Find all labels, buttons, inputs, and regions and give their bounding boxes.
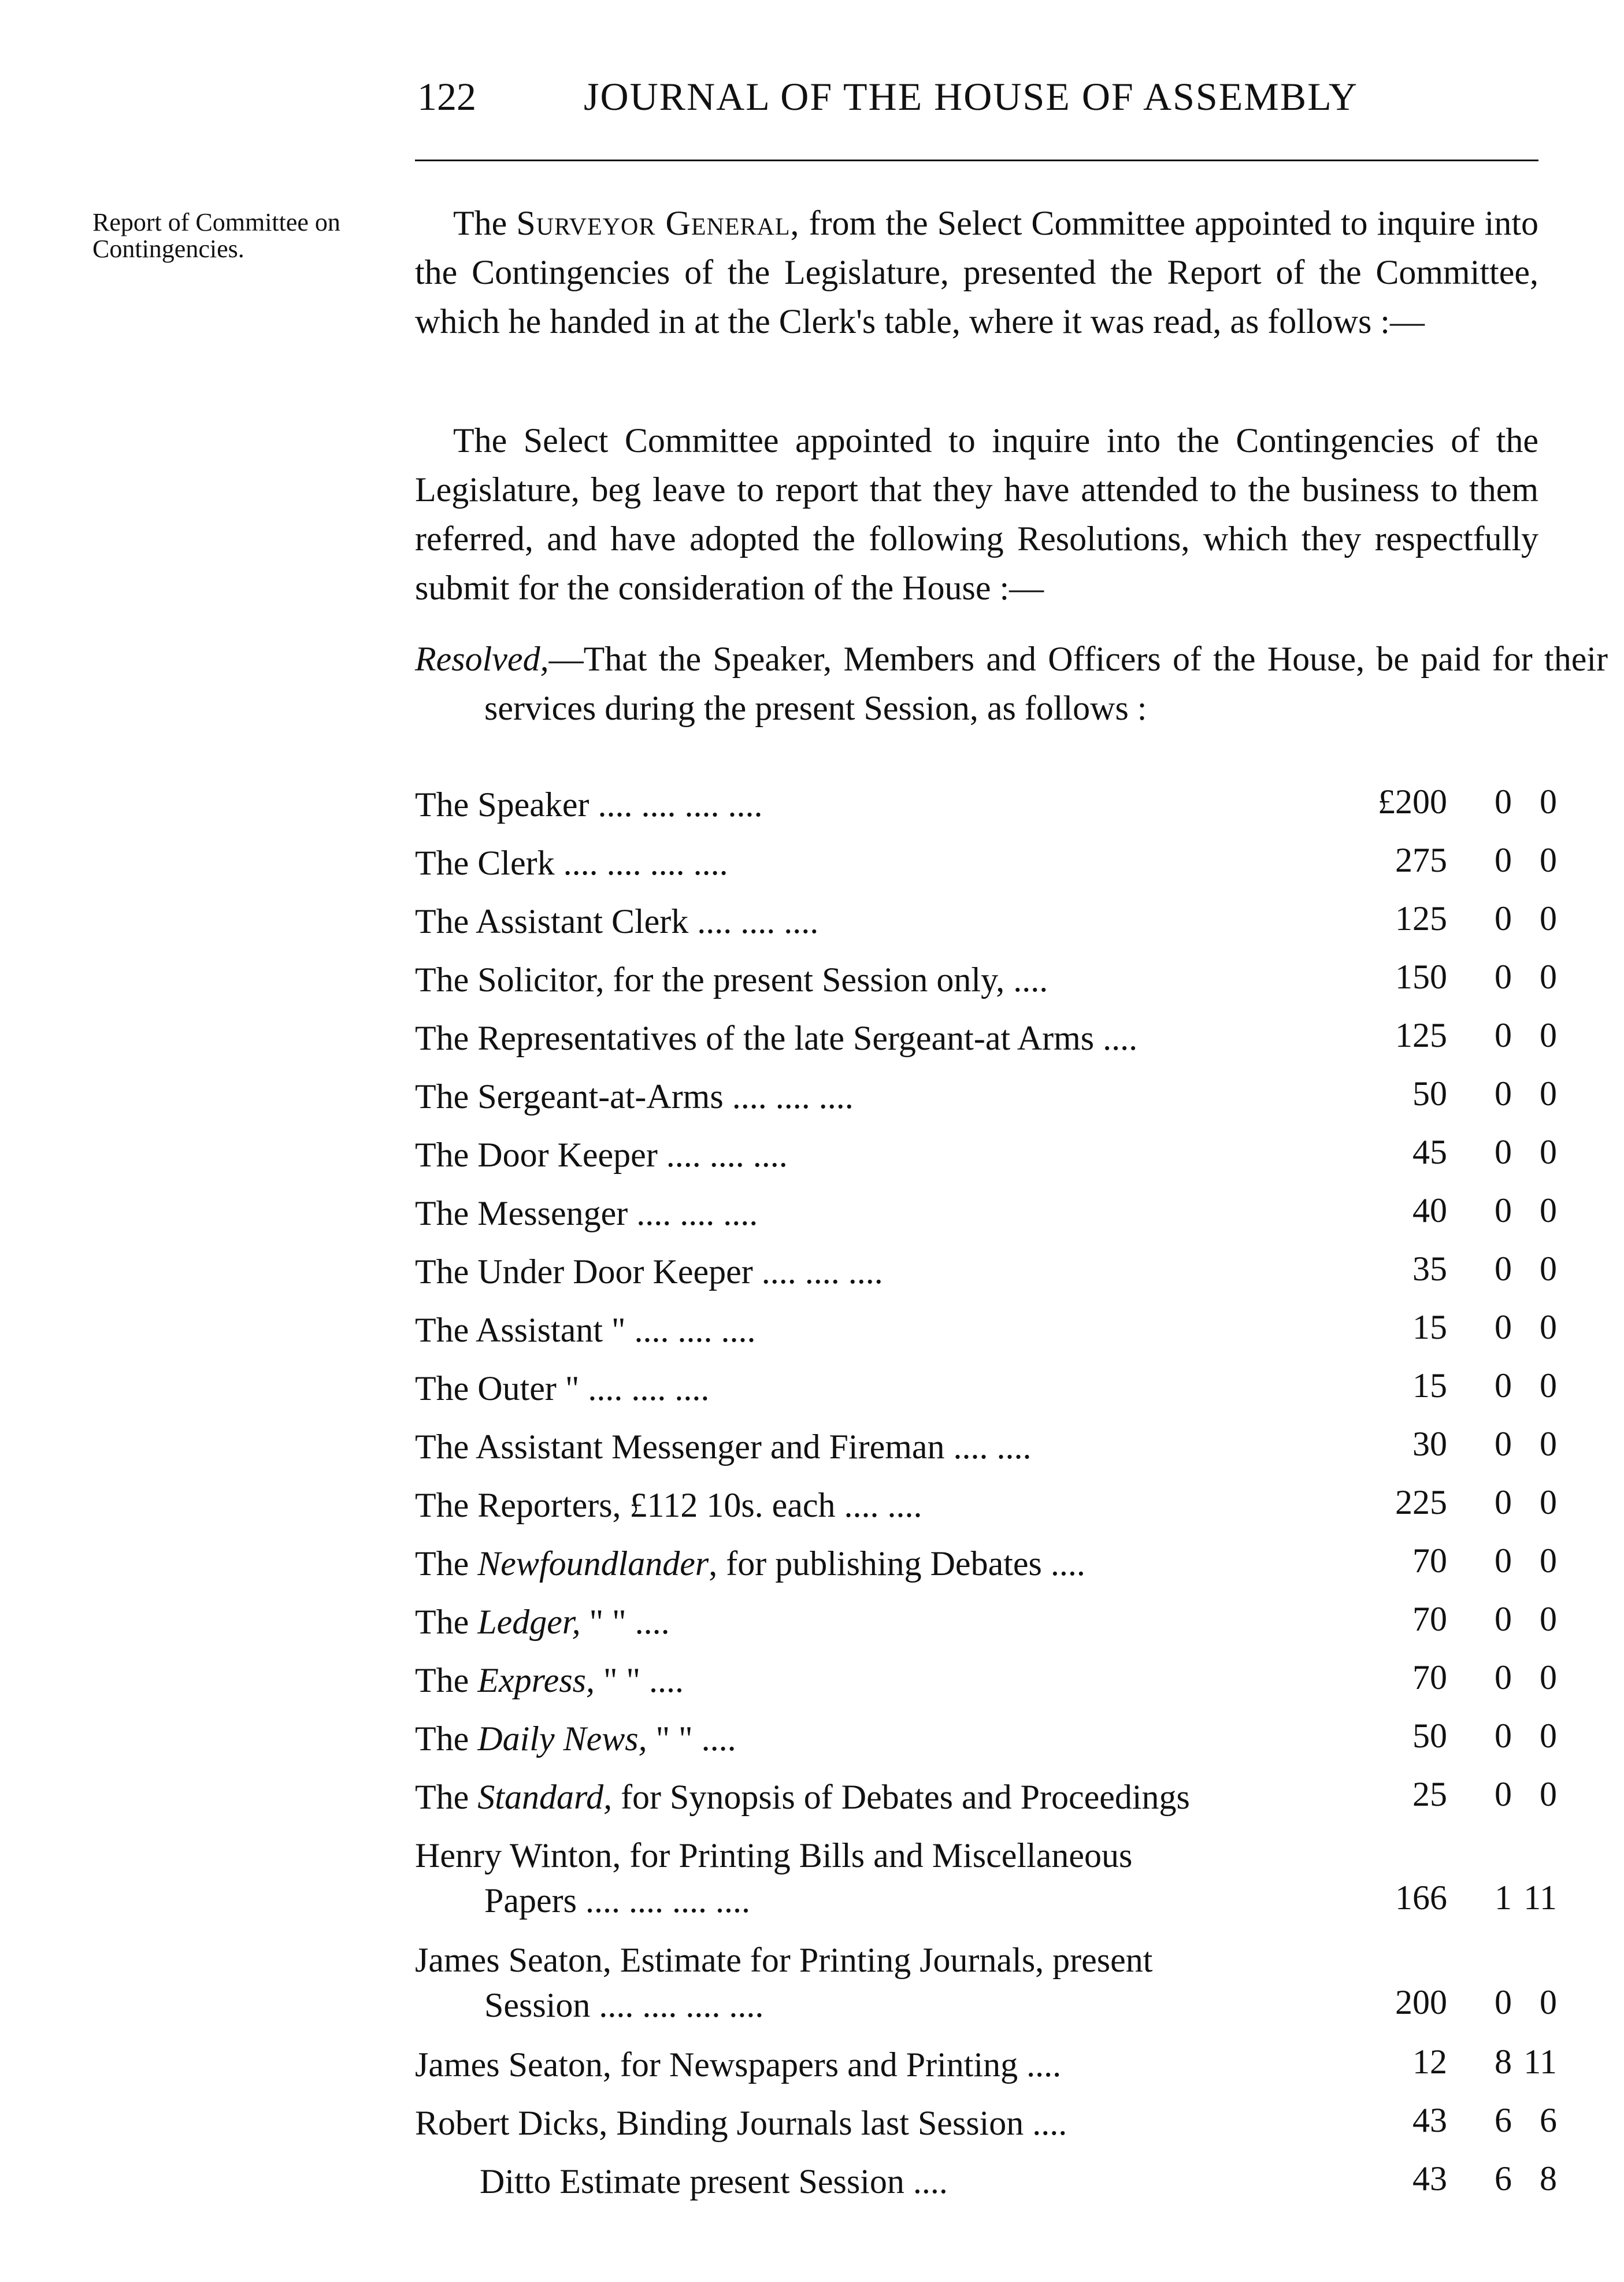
ledger-row: [415, 1934, 1562, 2039]
ledger-row: [415, 1421, 1562, 1479]
ledger-shillings: 8: [1495, 2043, 1512, 2081]
ledger-pounds: 70: [1412, 1542, 1447, 1580]
ledger-item: The Assistant Messenger and Fireman .... ....: [415, 1428, 1032, 1466]
ledger-pounds: 200: [1395, 1983, 1447, 2021]
item-suffix: " " ....: [589, 1603, 670, 1641]
ledger-item: [415, 1716, 1317, 1761]
margin-note: Report of Committee on Contingencies.: [92, 208, 340, 263]
ledger-shillings: 0: [1495, 1542, 1512, 1580]
ledger-item: [415, 1658, 1317, 1703]
ledger-pence: 0: [1540, 1308, 1557, 1346]
ledger-item: The Solicitor, for the present Session only, ....: [415, 961, 1048, 999]
ledger-pounds: 30: [1412, 1425, 1447, 1463]
resolution-text: —That the Speaker, Members and Officers of the House, be paid for their services during the present Session, as follows :: [484, 640, 1608, 727]
ledger-pence: 0: [1540, 1191, 1557, 1229]
ledger-row: [415, 2039, 1562, 2097]
ledger-shillings: 0: [1495, 1425, 1512, 1463]
ledger-pounds: 50: [1412, 1717, 1447, 1755]
ledger-pounds: 40: [1412, 1191, 1447, 1229]
ledger-item: The Messenger .... .... ....: [415, 1194, 758, 1232]
ledger-item: [415, 1599, 1317, 1644]
ledger-row: [415, 1771, 1562, 1829]
intro-paragraph: [415, 199, 1538, 346]
ledger-pence: 0: [1540, 783, 1557, 821]
ledger-pence: 0: [1540, 1075, 1557, 1113]
ledger-row: [415, 1012, 1562, 1070]
ledger-pence: 0: [1540, 1483, 1557, 1521]
report-paragraph: The Select Committee appointed to inquire into the Contingencies of the Legislature, beg leave to report that they have attended to the business to them referred, and have adopted the following Resolutions, which they respectfully submit for the consideration of the House :—: [415, 421, 1538, 607]
ledger-item: [415, 1833, 1317, 1923]
ledger-item: The Under Door Keeper .... .... ....: [415, 1253, 883, 1291]
resolved-label: Resolved,: [415, 640, 549, 678]
ledger-row: [415, 1538, 1562, 1596]
ledger-row: [415, 1070, 1562, 1129]
ledger-shillings: 0: [1495, 1250, 1512, 1288]
ledger-pounds: 125: [1395, 899, 1447, 938]
ledger-pounds: £200: [1378, 783, 1447, 821]
ledger-pence: 0: [1540, 1425, 1557, 1463]
ledger-pence: 0: [1540, 1600, 1557, 1638]
ledger-row: [415, 895, 1562, 954]
ledger-shillings: 6: [1495, 2159, 1512, 2198]
ledger-pence: 6: [1540, 2101, 1557, 2139]
ledger-pounds: 150: [1395, 958, 1447, 996]
ledger-pounds: 70: [1412, 1658, 1447, 1696]
item-prefix: The: [415, 1603, 469, 1641]
ledger-pence: 0: [1540, 1542, 1557, 1580]
ledger-pounds: 25: [1412, 1775, 1447, 1813]
ledger-pounds: 12: [1412, 2043, 1447, 2081]
ledger-shillings: 0: [1495, 1075, 1512, 1113]
ledger-row: [415, 1713, 1562, 1771]
item-suffix: " " ....: [603, 1661, 684, 1699]
ledger-pounds: 45: [1412, 1133, 1447, 1171]
ledger-row: [415, 1654, 1562, 1713]
ledger-shillings: 0: [1495, 1133, 1512, 1171]
ledger-pence: 8: [1540, 2159, 1557, 2198]
ledger-shillings: 0: [1495, 899, 1512, 938]
ledger-pence: 11: [1523, 2043, 1557, 2081]
ledger-item: The Assistant Clerk .... .... ....: [415, 902, 819, 940]
ledger-row: [415, 954, 1562, 1012]
ledger-row: [415, 1829, 1562, 1934]
item-suffix: " " ....: [655, 1720, 736, 1758]
ledger-pounds: 50: [1412, 1075, 1447, 1113]
ledger-shillings: 0: [1495, 1308, 1512, 1346]
ledger-pence: 0: [1540, 1983, 1557, 2021]
item-prefix: The: [415, 1778, 469, 1816]
ledger-shillings: 6: [1495, 2101, 1512, 2139]
ledger-pence: 0: [1540, 1717, 1557, 1755]
ledger-item: [415, 1775, 1317, 1820]
page-number: 122: [417, 75, 476, 118]
newspaper-name: Ledger,: [477, 1603, 581, 1641]
ledger-pounds: 70: [1412, 1600, 1447, 1638]
ledger-item: The Clerk .... .... .... ....: [415, 844, 728, 882]
item-line-2: Papers .... .... .... ....: [484, 1881, 750, 1920]
ledger-row: [415, 2155, 1562, 2214]
ledger-pence: 0: [1540, 1366, 1557, 1405]
ledger-item: The Speaker .... .... .... ....: [415, 786, 763, 824]
ledger-row: [415, 1596, 1562, 1654]
item-line-1: Henry Winton, for Printing Bills and Miscellaneous: [415, 1836, 1133, 1874]
intro-rest: from the Select Committee appointed to inquire into the Contingencies of the Legislature, presented the Report of the Committee, which he handed in at the Clerk's table, where it was read, as follows :—: [415, 204, 1539, 340]
ledger-pounds: 15: [1412, 1366, 1447, 1405]
item-suffix: for Synopsis of Debates and Proceedings: [621, 1778, 1190, 1816]
intro-lead: The: [453, 204, 507, 242]
ledger-row: [415, 779, 1562, 837]
ledger-item: The Assistant " .... .... ....: [415, 1311, 756, 1349]
ledger-shillings: 0: [1495, 1658, 1512, 1696]
ledger-pence: 0: [1540, 1658, 1557, 1696]
ledger-pounds: 43: [1412, 2101, 1447, 2139]
item-line-2: Session .... .... .... ....: [484, 1986, 764, 2024]
newspaper-name: Express,: [477, 1661, 595, 1699]
ledger-pence: 11: [1523, 1879, 1557, 1917]
header-rule: [415, 160, 1538, 161]
ledger-pounds: 15: [1412, 1308, 1447, 1346]
ledger-shillings: 1: [1495, 1879, 1512, 1917]
ledger-shillings: 0: [1495, 1717, 1512, 1755]
ledger-pence: 0: [1540, 899, 1557, 938]
running-head: JOURNAL OF THE HOUSE OF ASSEMBLY: [584, 75, 1358, 118]
ledger-pounds: 43: [1412, 2159, 1447, 2198]
ledger-pounds: 275: [1395, 841, 1447, 879]
newspaper-name: Daily News,: [477, 1720, 647, 1758]
ledger-row: [415, 1187, 1562, 1246]
ledger-pence: 0: [1540, 1775, 1557, 1813]
ledger-row: [415, 1362, 1562, 1421]
officer-title: Surveyor General,: [516, 204, 800, 242]
ledger-row: [415, 837, 1562, 895]
ledger-row: [415, 1129, 1562, 1187]
ledger-item: Ditto Estimate present Session ....: [480, 2162, 948, 2200]
ledger-pounds: 125: [1395, 1016, 1447, 1054]
ledger-pence: 0: [1540, 1133, 1557, 1171]
ledger-row: [415, 1304, 1562, 1362]
ledger-row: [415, 1479, 1562, 1538]
ledger-shillings: 0: [1495, 783, 1512, 821]
ledger-item: The Sergeant-at-Arms .... .... ....: [415, 1077, 854, 1116]
ledger-pence: 0: [1540, 841, 1557, 879]
ledger-table: [415, 779, 1562, 2214]
ledger-row: [415, 1246, 1562, 1304]
ledger-item: The Door Keeper .... .... ....: [415, 1136, 788, 1174]
ledger-shillings: 0: [1495, 1483, 1512, 1521]
ledger-pence: 0: [1540, 958, 1557, 996]
ledger-pounds: 225: [1395, 1483, 1447, 1521]
ledger-shillings: 0: [1495, 1600, 1512, 1638]
newspaper-name: Standard,: [477, 1778, 613, 1816]
ledger-pence: 0: [1540, 1016, 1557, 1054]
ledger-item: The Representatives of the late Sergeant-at Arms ....: [415, 1019, 1138, 1057]
ledger-item: [415, 1541, 1317, 1586]
ledger-item: James Seaton, for Newspapers and Printing ....: [415, 2046, 1062, 2084]
ledger-shillings: 0: [1495, 1775, 1512, 1813]
item-prefix: The: [415, 1544, 469, 1583]
item-line-1: James Seaton, Estimate for Printing Journals, present: [415, 1941, 1153, 1979]
item-suffix: , for publishing Debates ....: [709, 1544, 1085, 1583]
ledger-shillings: 0: [1495, 841, 1512, 879]
ledger-pounds: 35: [1412, 1250, 1447, 1288]
resolution-paragraph: [415, 635, 1608, 733]
item-prefix: The: [415, 1720, 469, 1758]
ledger-item: Robert Dicks, Binding Journals last Session ....: [415, 2104, 1067, 2142]
ledger-row: [415, 2097, 1562, 2155]
newspaper-name: Newfoundlander: [477, 1544, 709, 1583]
ledger-item: The Outer " .... .... ....: [415, 1369, 710, 1407]
ledger-shillings: 0: [1495, 1191, 1512, 1229]
ledger-shillings: 0: [1495, 958, 1512, 996]
ledger-pence: 0: [1540, 1250, 1557, 1288]
ledger-shillings: 0: [1495, 1366, 1512, 1405]
ledger-shillings: 0: [1495, 1016, 1512, 1054]
item-prefix: The: [415, 1661, 469, 1699]
ledger-item: [415, 1938, 1317, 2028]
ledger-pounds: 166: [1395, 1879, 1447, 1917]
ledger-shillings: 0: [1495, 1983, 1512, 2021]
ledger-item: The Reporters, £112 10s. each .... ....: [415, 1486, 922, 1524]
